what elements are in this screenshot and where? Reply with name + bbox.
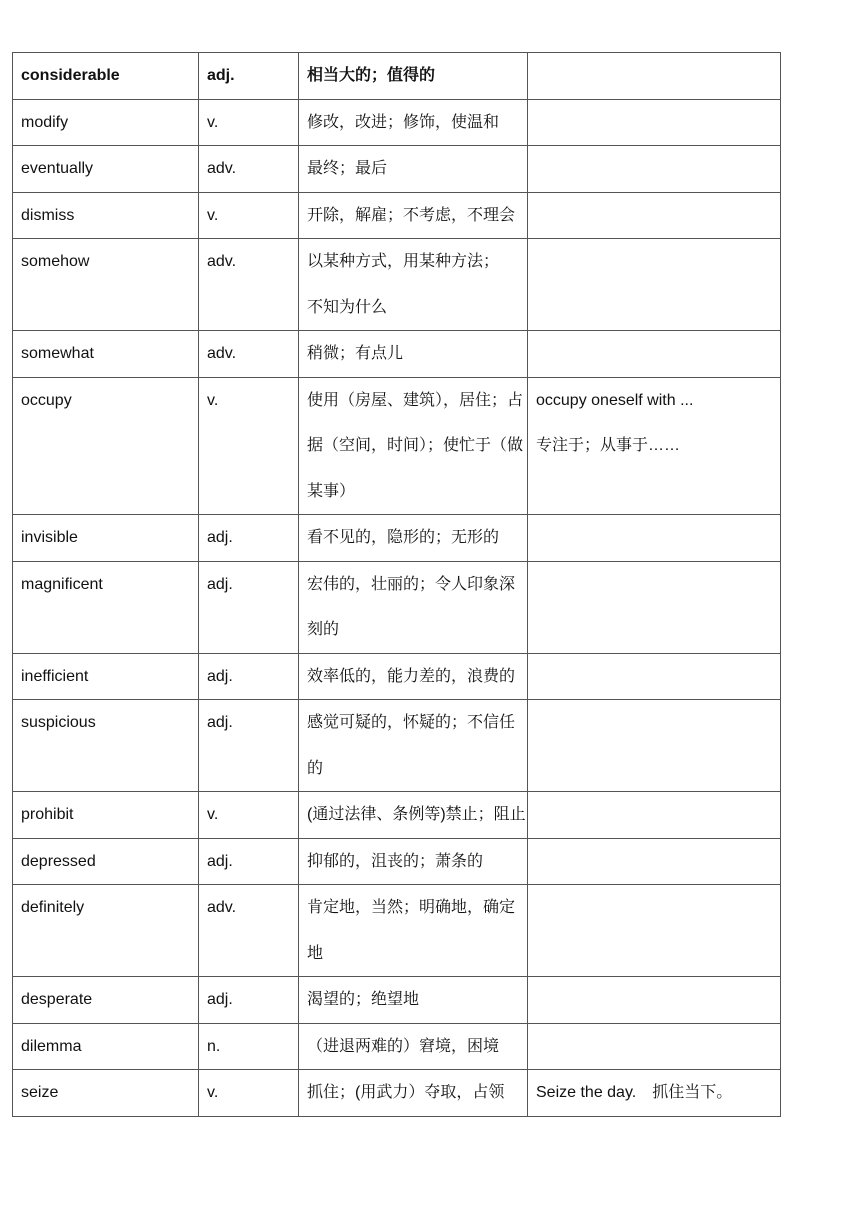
- definition-line: 的: [307, 759, 324, 777]
- definition-line: 效率低的，能力差的，浪费的: [307, 667, 516, 685]
- definition-line: 肯定地，当然；明确地，确定: [307, 899, 516, 916]
- definition-cell: [299, 1070, 528, 1117]
- usage-note-cell: [528, 515, 781, 562]
- part-of-speech-cell: adj.: [199, 53, 299, 100]
- usage-note-cell: [528, 192, 781, 239]
- word-cell: considerable: [13, 53, 199, 100]
- table-row: [13, 53, 781, 100]
- word-cell: dilemma: [13, 1023, 199, 1070]
- definition-cell: [299, 700, 528, 792]
- word-cell: suspicious: [13, 700, 199, 792]
- definition-cell: [299, 239, 528, 331]
- usage-note-cell: [528, 53, 781, 100]
- definition-line: 刻的: [307, 621, 340, 638]
- word-cell: depressed: [13, 838, 199, 885]
- usage-note-cell: [528, 99, 781, 146]
- word-cell: seize: [13, 1070, 199, 1117]
- table-row: [13, 977, 781, 1024]
- part-of-speech-cell: adj.: [199, 977, 299, 1024]
- table-row: [13, 146, 781, 193]
- word-cell: prohibit: [13, 792, 199, 839]
- definition-cell: [299, 885, 528, 977]
- table-row: [13, 653, 781, 700]
- word-cell: definitely: [13, 885, 199, 977]
- definition-line: 感觉可疑的，怀疑的；不信任: [307, 714, 516, 731]
- usage-note-line: 专注于；从事于……: [536, 437, 681, 454]
- word-cell: somewhat: [13, 331, 199, 378]
- definition-cell: [299, 515, 528, 562]
- definition-line: 相当大的；值得的: [307, 67, 436, 84]
- part-of-speech-cell: adj.: [199, 653, 299, 700]
- definition-cell: [299, 53, 528, 100]
- vocabulary-table-body: [13, 53, 781, 1117]
- part-of-speech-cell: v.: [199, 1070, 299, 1117]
- table-row: [13, 1023, 781, 1070]
- table-row: [13, 561, 781, 653]
- definition-line: 修改，改进；修饰，使温和: [307, 113, 500, 131]
- usage-note-cell: [528, 838, 781, 885]
- table-row: [13, 377, 781, 515]
- word-cell: occupy: [13, 377, 199, 515]
- definition-cell: [299, 653, 528, 700]
- definition-line: 据（空间，时间）；使忙于（做: [307, 437, 524, 454]
- definition-line: 地: [307, 944, 324, 962]
- definition-line: (通过法律、条例等)禁止；阻止: [307, 806, 526, 823]
- part-of-speech-cell: adv.: [199, 331, 299, 378]
- usage-note-cell: [528, 653, 781, 700]
- definition-cell: [299, 192, 528, 239]
- definition-line: 最终；最后: [307, 160, 388, 177]
- table-row: [13, 700, 781, 792]
- word-cell: magnificent: [13, 561, 199, 653]
- part-of-speech-cell: adv.: [199, 239, 299, 331]
- definition-cell: [299, 99, 528, 146]
- table-row: [13, 192, 781, 239]
- table-row: [13, 331, 781, 378]
- definition-cell: [299, 377, 528, 515]
- table-row: [13, 99, 781, 146]
- word-cell: inefficient: [13, 653, 199, 700]
- table-row: [13, 515, 781, 562]
- part-of-speech-cell: adj.: [199, 700, 299, 792]
- usage-note-cell: [528, 1070, 781, 1117]
- usage-note-cell: [528, 700, 781, 792]
- word-cell: eventually: [13, 146, 199, 193]
- definition-line: 以某种方式，用某种方法；: [307, 253, 500, 270]
- part-of-speech-cell: v.: [199, 377, 299, 515]
- word-cell: desperate: [13, 977, 199, 1024]
- definition-cell: [299, 792, 528, 839]
- definition-cell: [299, 977, 528, 1024]
- usage-note-cell: [528, 885, 781, 977]
- definition-line: 渴望的；绝望地: [307, 991, 420, 1008]
- table-row: [13, 838, 781, 885]
- part-of-speech-cell: v.: [199, 99, 299, 146]
- definition-cell: [299, 331, 528, 378]
- definition-line: 某事）: [307, 482, 356, 500]
- table-row: [13, 239, 781, 331]
- word-cell: modify: [13, 99, 199, 146]
- definition-line: （进退两难的）窘境，困境: [307, 1037, 500, 1055]
- part-of-speech-cell: adj.: [199, 515, 299, 562]
- definition-line: 抑郁的，沮丧的；萧条的: [307, 852, 484, 870]
- part-of-speech-cell: adv.: [199, 146, 299, 193]
- definition-cell: [299, 146, 528, 193]
- definition-cell: [299, 1023, 528, 1070]
- word-cell: dismiss: [13, 192, 199, 239]
- usage-note-cell: [528, 239, 781, 331]
- usage-note-cell: [528, 561, 781, 653]
- table-row: [13, 1070, 781, 1117]
- usage-note-line: Seize the day. 抓住当下。: [536, 1084, 733, 1101]
- usage-note-cell: [528, 1023, 781, 1070]
- definition-line: 不知为什么: [307, 298, 388, 316]
- definition-line: 抓住；(用武力）夺取，占领: [307, 1084, 505, 1101]
- word-cell: invisible: [13, 515, 199, 562]
- usage-note-cell: [528, 977, 781, 1024]
- definition-line: 开除，解雇；不考虑，不理会: [307, 206, 516, 224]
- usage-note-cell: [528, 792, 781, 839]
- part-of-speech-cell: adj.: [199, 561, 299, 653]
- part-of-speech-cell: v.: [199, 792, 299, 839]
- definition-line: 看不见的，隐形的；无形的: [307, 529, 500, 546]
- definition-cell: [299, 561, 528, 653]
- part-of-speech-cell: v.: [199, 192, 299, 239]
- table-row: [13, 792, 781, 839]
- usage-note-cell: [528, 146, 781, 193]
- vocabulary-table: [12, 52, 781, 1117]
- definition-line: 使用（房屋、建筑），居住；占: [307, 391, 524, 409]
- usage-note-cell: [528, 377, 781, 515]
- usage-note-line: occupy oneself with ...: [536, 391, 694, 409]
- definition-cell: [299, 838, 528, 885]
- table-row: [13, 885, 781, 977]
- usage-note-cell: [528, 331, 781, 378]
- part-of-speech-cell: adj.: [199, 838, 299, 885]
- part-of-speech-cell: n.: [199, 1023, 299, 1070]
- definition-line: 稍微；有点儿: [307, 345, 404, 362]
- vocabulary-sheet: [12, 52, 780, 1117]
- word-cell: somehow: [13, 239, 199, 331]
- part-of-speech-cell: adv.: [199, 885, 299, 977]
- definition-line: 宏伟的，壮丽的；令人印象深: [307, 575, 516, 593]
